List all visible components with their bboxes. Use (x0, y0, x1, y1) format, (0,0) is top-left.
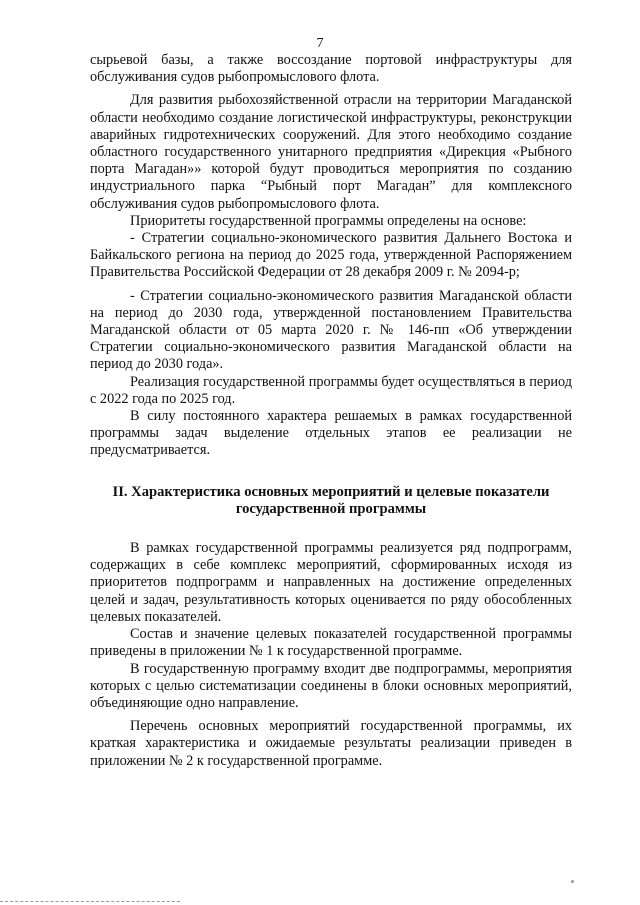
paragraph-fishery-development: Для развития рыбохозяйственной отрасли на территории Магаданской области необходимо создание логистической инфраструктуры, реконструкции аварийных гидротехнических сооружений. Для этого необходимо создание областного государственного унитарного предприятия «Дирекция «Рыбного порта Магадан»» которой будут проводиться мероприятия по созданию индустриального парка “Рыбный порт Магадан” для комплексного обслуживания судов рыбопромыслового флота. (90, 92, 572, 212)
scan-dot (571, 880, 574, 883)
paragraph-subprograms: В рамках государственной программы реализуется ряд подпрограмм, содержащих в себе комплекс мероприятий, сформированных исходя из приоритетов подпрограмм и направленных на достижение определенных целей и задач, результативность которых оценивается по ряду обособленных целевых показателей. (90, 540, 572, 625)
paragraph-port-infrastructure: сырьевой базы, а также воссоздание портовой инфраструктуры для обслуживания судов рыбопромыслового флота. (90, 52, 572, 86)
section-title: II. Характеристика основных мероприятий и целевые показатели государственной программы (112, 483, 550, 517)
scan-edge-line (0, 901, 180, 902)
paragraph-priorities-intro: Приоритеты государственной программы определены на основе: (130, 212, 527, 229)
page-number: 7 (316, 36, 324, 51)
list-item-far-east-strategy: - Стратегии социально-экономического развития Дальнего Востока и Байкальского региона на период до 2025 года, утвержденной Распоряжением Правительства Российской Федерации от 28 декабря 2009 г. № 2094-р; (90, 230, 572, 281)
paragraph-implementation-period: Реализация государственной программы будет осуществляться в период с 2022 года по 2025 год. (90, 373, 572, 407)
list-item-magadan-strategy: - Стратегии социально-экономического развития Магаданской области на период до 2030 года, утвержденной постановлением Правительства Магаданской области от 05 марта 2020 г. № 146-пп «Об утверждении Стратегии социально-экономического развития Магаданской области на период до 2030 года». (90, 287, 572, 373)
paragraph-two-subprograms: В государственную программу входит две подпрограммы, мероприятия которых с целью систематизации соединены в блоки основных мероприятий, объединяющие одно направление. (90, 660, 572, 711)
paragraph-no-stages: В силу постоянного характера решаемых в рамках государственной программы задач выделение отдельных этапов ее реализации не предусматривается. (90, 408, 572, 459)
document-body (90, 52, 572, 770)
paragraph-main-activities-list: Перечень основных мероприятий государственной программы, их краткая характеристика и ожидаемые результаты реализации приведен в приложении № 2 к государственной программе. (90, 718, 572, 769)
paragraph-target-indicators: Состав и значение целевых показателей государственной программы приведены в приложении № 1 к государственной программе. (90, 626, 572, 660)
